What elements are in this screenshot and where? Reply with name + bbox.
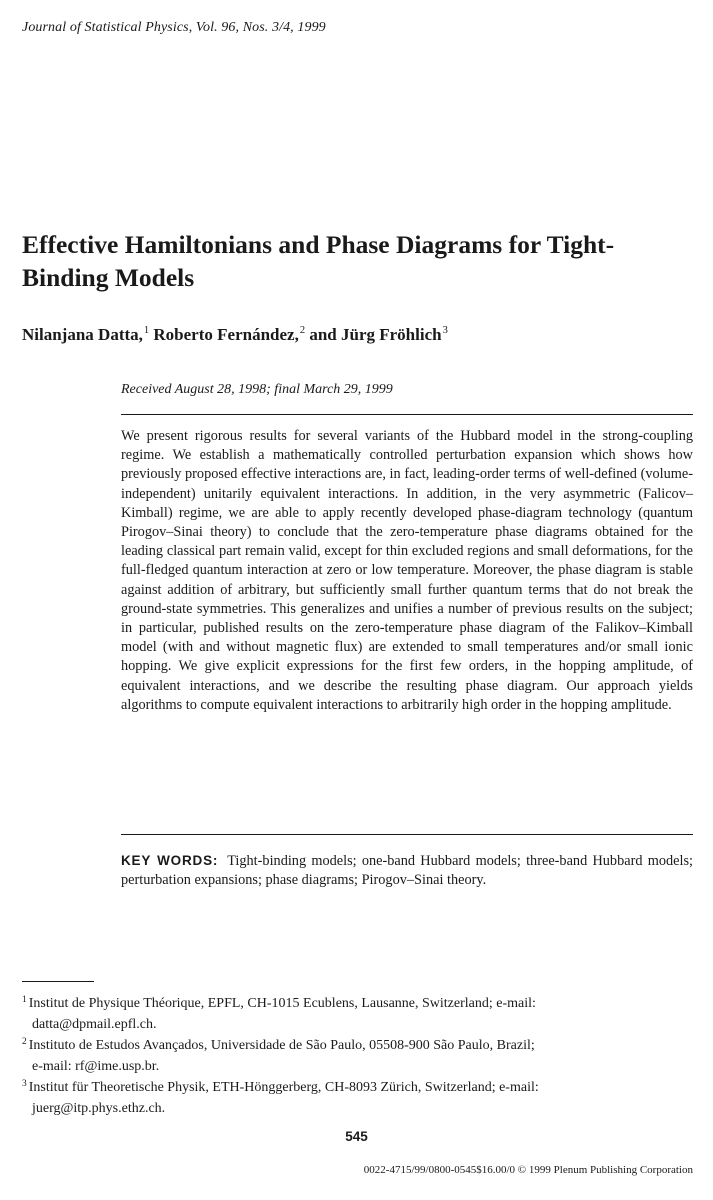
keywords-label: KEY WORDS: [121,853,219,868]
author-name: and Jürg Fröhlich [309,325,442,344]
author-affiliation-mark: 2 [299,325,306,336]
footnote-mark: 1 [22,995,27,1005]
page-number: 545 [345,1129,368,1144]
received-dates: Received August 28, 1998; final March 29, 1999 [121,382,393,397]
journal-header: Journal of Statistical Physics, Vol. 96, Nos. 3/4, 1999 [22,20,326,35]
footnote-separator [22,981,94,982]
footnote-mark: 2 [22,1037,27,1047]
author-affiliation-mark: 1 [143,325,150,336]
footnote-email: juerg@itp.phys.ethz.ch. [32,1101,166,1116]
footnote [22,990,693,1035]
keywords-text: Tight-binding models; one-band Hubbard models; three-band Hubbard models; perturbation expansions; phase diagrams; Pirogov–Sinai theory. [121,853,693,889]
footnote-affiliation: Institut für Theoretische Physik, ETH-Hönggerberg, CH-8093 Zürich, Switzerland; e-mail: [28,1080,539,1095]
abstract-bottom-rule [121,834,693,835]
abstract: We present rigorous results for several variants of the Hubbard model in the strong-coupling regime. We establish a mathematically controlled perturbation expansion which shows how previously proposed effective interactions are, in fact, leading-order terms of well-defined (volume-independent) unitarily equivalent interactions. In addition, in the very asymmetric (Falicov–Kimball) regime, we are able to apply recently developed phase-diagram technology (quantum Pirogov–Sinai theory) to conclude that the zero-temperature phase diagrams obtained for the leading classical part remain valid, except for thin excluded regions and small deformations, for the full-fledged quantum interaction at zero or low temperature. Moreover, the phase diagram is stable against addition of arbitrary, but sufficiently small further quantum terms that do not break the ground-state symmetries. This generalizes and unifies a number of previous results on the subject; in particular, published results on the zero-temperature phase diagram of the Falikov–Kimball model (with and without magnetic flux) are extended to small temperatures and/or small ionic hopping. We give explicit expressions for the first few orders, in the hopping amplitude, of equivalent interactions, and we describe the resulting phase diagram. Our approach yields algorithms to compute equivalent interactions to arbitrarily high order in the hopping amplitude. [121,428,693,713]
copyright-line: 0022-4715/99/0800-0545$16.00/0 © 1999 Plenum Publishing Corporation [363,1164,693,1176]
paper-title: Effective Hamiltonians and Phase Diagrams for Tight-Binding Models [22,230,615,292]
abstract-top-rule [121,414,693,415]
author-name: Roberto Fernández, [153,325,299,344]
footnote [22,1032,693,1077]
footnote-affiliation: Institut de Physique Théorique, EPFL, CH-1015 Ecublens, Lausanne, Switzerland; e-mail: [28,996,536,1011]
footnote-email: e-mail: rf@ime.usp.br. [32,1059,160,1074]
keywords-block [121,851,693,890]
author-name: Nilanjana Datta, [22,325,143,344]
footnote-mark: 3 [22,1079,27,1089]
footnote-email: datta@dpmail.epfl.ch. [32,1017,157,1032]
author-list [22,325,448,345]
footnote [22,1074,693,1119]
footnote-affiliation: Instituto de Estudos Avançados, Universidade de São Paulo, 05508-900 São Paulo, Brazil; [28,1038,535,1053]
author-affiliation-mark: 3 [442,325,448,336]
